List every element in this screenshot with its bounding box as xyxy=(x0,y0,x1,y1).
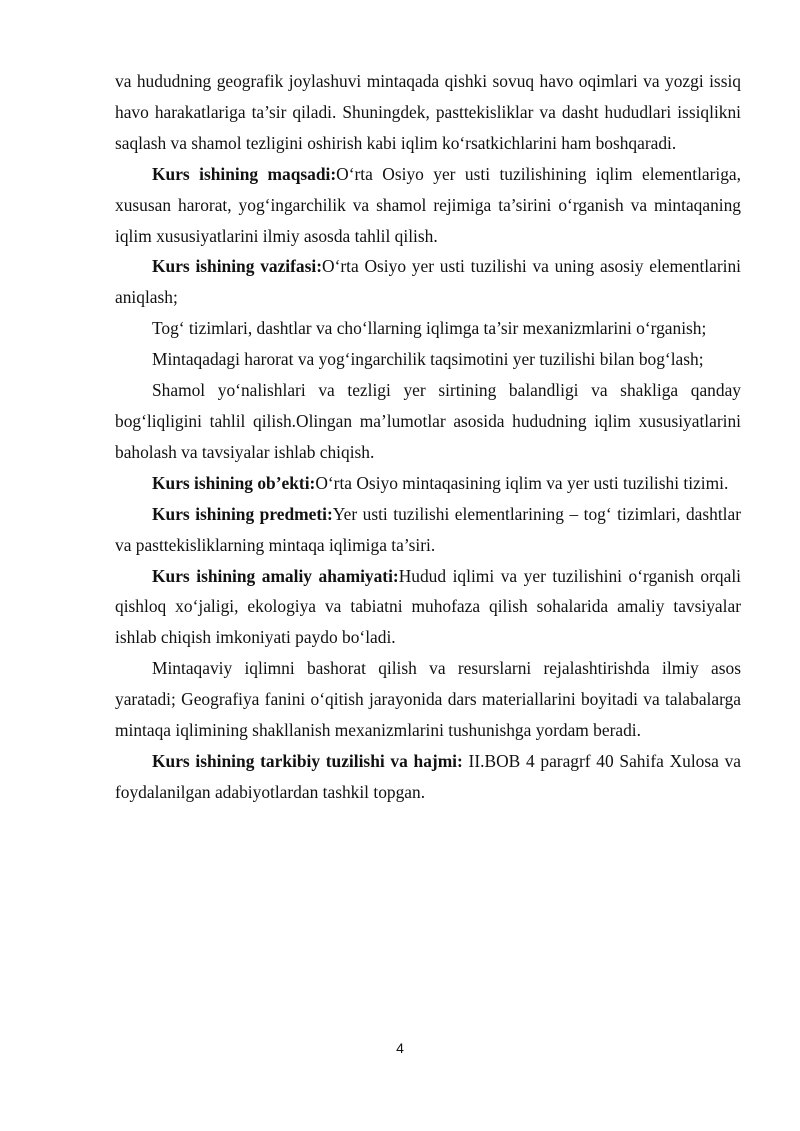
paragraph-task-mountains xyxy=(115,313,741,344)
paragraph-text: Shamol yo‘nalishlari va tezligi yer sirtining balandligi va shakliga qanday bog‘liqligini tahlil qilish.Olingan ma’lumotlar asosida hududning iqlim xususiyatlarini baholash va tavsiyalar ishlab chiqish. xyxy=(115,380,741,462)
paragraph-text: Tog‘ tizimlari, dashtlar va cho‘llarning iqlimga ta’sir mexanizmlarini o‘rganish; xyxy=(152,318,707,339)
paragraph-label: Kurs ishining predmeti: xyxy=(152,503,333,524)
paragraph-task-temperature xyxy=(115,344,741,375)
paragraph-text: II.BOB 4 paragrf 40 Sahifa Xulosa va foydalanilgan adabiyotlardan tashkil topgan. xyxy=(115,750,741,802)
paragraph-structure xyxy=(115,746,741,808)
paragraph-intro-continuation xyxy=(115,66,741,159)
paragraph-label: Kurs ishining vazifasi: xyxy=(152,256,323,277)
paragraph-label: Kurs ishining ob’ekti: xyxy=(152,472,316,493)
paragraph-text: Mintaqaviy iqlimni bashorat qilish va resurslarni rejalashtirishda ilmiy asos yaratadi; Geografiya fanini o‘qitish jarayonida dars materiallarini boyitadi va talabalarga mintaqa iqlimining shakllanish mexanizmlarini tushunishga yordam beradi. xyxy=(115,658,741,741)
paragraph-text: O‘rta Osiyo yer usti tuzilishining iqlim elementlariga, xususan harorat, yog‘ingarchilik va shamol rejimiga ta’sirini o‘rganish va mintaqaning iqlim xususiyatlarini ilmiy asosda tahlil qilish. xyxy=(115,163,742,246)
paragraph-subject xyxy=(115,499,741,561)
paragraph-goal xyxy=(115,159,741,252)
paragraph-text: O‘rta Osiyo yer usti tuzilishi va uning asosiy elementlarini aniqlash; xyxy=(115,256,741,308)
paragraph-text: O‘rta Osiyo mintaqasining iqlim va yer usti tuzilishi tizimi. xyxy=(315,472,729,493)
paragraph-task-wind xyxy=(115,375,741,468)
paragraph-text: Yer usti tuzilishi elementlarining – tog‘ tizimlari, dashtlar va pasttekisliklarning mintaqa iqlimiga ta’siri. xyxy=(115,503,742,555)
paragraph-text: va hududning geografik joylashuvi mintaqada qishki sovuq havo oqimlari va yozgi issiq havo harakatlariga ta’sir qiladi. Shuningdek, pasttekisliklar va dasht hududlari issiqlikni saqlash va shamol tezligini oshirish kabi iqlim ko‘rsatkichlarini ham boshqaradi. xyxy=(115,71,741,153)
paragraph-object xyxy=(115,468,741,499)
paragraph-label: Kurs ishining amaliy ahamiyati: xyxy=(152,565,399,586)
paragraph-text: Hudud iqlimi va yer tuzilishini o‘rganish orqali qishloq xo‘jaligi, ekologiya va tabiatni muhofaza qilish sohalarida amaliy tavsiyalar ishlab chiqish imkoniyati paydo bo‘ladi. xyxy=(115,565,741,648)
paragraph-label: Kurs ishining maqsadi: xyxy=(152,163,337,184)
paragraph-practical-significance xyxy=(115,561,741,654)
document-body xyxy=(115,66,741,808)
paragraph-text: Mintaqadagi harorat va yog‘ingarchilik taqsimotini yer tuzilishi bilan bog‘lash; xyxy=(152,349,704,370)
paragraph-label: Kurs ishining tarkibiy tuzilishi va hajmi: xyxy=(152,750,463,771)
paragraph-tasks xyxy=(115,251,741,313)
paragraph-regional-forecast xyxy=(115,653,741,746)
page-number: 4 xyxy=(396,1040,404,1056)
